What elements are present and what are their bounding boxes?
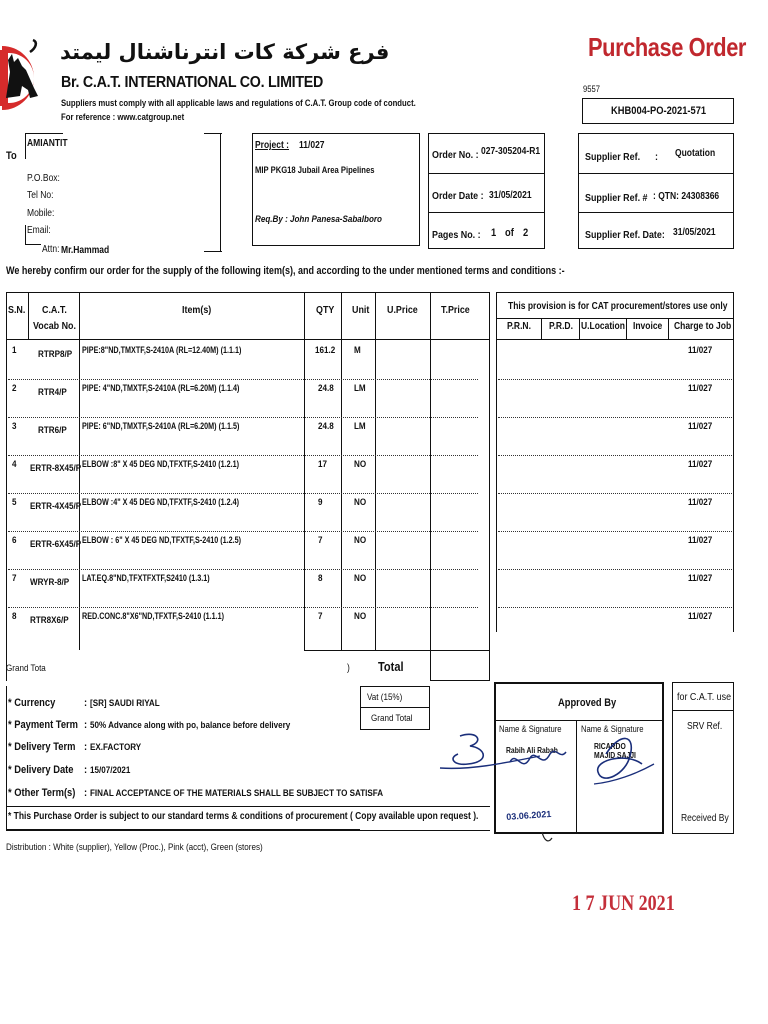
row-job: 11/027 xyxy=(688,573,713,584)
mobile-label: Mobile: xyxy=(27,208,55,219)
header-unit: Unit xyxy=(352,304,370,316)
header-uprice: U.Price xyxy=(387,304,418,316)
row-item: PIPE:8"ND,TMXTF,S-2410A (RL=12.40M) (1.1.1) xyxy=(82,345,242,355)
confirmation-text: We hereby confirm our order for the supply of the following item(s), and according to the under mentioned terms and conditions :- xyxy=(6,265,565,277)
supplier-ref-sep: : xyxy=(655,151,658,163)
reference-note: For reference : www.catgroup.net xyxy=(61,112,185,122)
vat-label: Vat (15%) xyxy=(367,692,403,703)
name-signature-1: Name & Signature xyxy=(499,724,562,734)
term-value: 15/07/2021 xyxy=(90,765,131,776)
supplier-ref-label: Supplier Ref. xyxy=(585,151,641,163)
cat-use-box xyxy=(672,682,734,834)
supplier-ref-box xyxy=(578,133,734,249)
cat-use-title: for C.A.T. use xyxy=(677,691,732,703)
row-qty: 161.2 xyxy=(315,345,336,356)
project-box xyxy=(252,133,420,246)
order-date-label: Order Date : xyxy=(432,190,484,202)
project-description: MIP PKG18 Jubail Area Pipelines xyxy=(255,165,375,175)
row-unit: NO xyxy=(354,497,367,508)
po-number-box xyxy=(582,98,734,124)
provision-location: U.Location xyxy=(581,321,625,332)
row-vocab: RTRP8/P xyxy=(38,349,73,360)
received-by-label: Received By xyxy=(681,813,729,824)
order-date: 31/05/2021 xyxy=(489,190,532,201)
order-no-label: Order No. : xyxy=(432,149,479,161)
row-job: 11/027 xyxy=(688,535,713,546)
attn-label: Attn: xyxy=(42,244,60,255)
requested-by: Req.By : John Panesa-Sabalboro xyxy=(255,214,382,225)
row-job: 11/027 xyxy=(688,383,713,394)
row-item: ELBOW : 6" X 45 DEG ND,TFXTF,S-2410 (1.2.5) xyxy=(82,535,242,545)
row-job: 11/027 xyxy=(688,421,713,432)
term-value: [SR] SAUDI RIYAL xyxy=(90,698,160,709)
supplier-ref-no-label: Supplier Ref. # xyxy=(585,192,648,204)
row-sn: 2 xyxy=(12,383,17,394)
row-item: ELBOW :8" X 45 DEG ND,TFXTF,S-2410 (1.2.1) xyxy=(82,459,240,469)
attn-value: Mr.Hammad xyxy=(61,245,110,256)
term-separator: : xyxy=(84,741,88,753)
grand-total-words: Grand Tota xyxy=(6,663,46,674)
provision-prd: P.R.D. xyxy=(549,321,573,332)
row-vocab: RTR6/P xyxy=(38,425,67,436)
page-number: 1 xyxy=(491,227,497,239)
header-items: Item(s) xyxy=(182,304,212,316)
grand-total-label: Grand Total xyxy=(371,713,413,724)
term-label: * Delivery Date xyxy=(8,764,74,776)
row-qty: 24.8 xyxy=(318,421,334,432)
pages-label: Pages No. : xyxy=(432,229,481,241)
row-sn: 1 xyxy=(12,345,17,356)
row-sn: 5 xyxy=(12,497,17,508)
row-sn: 3 xyxy=(12,421,17,432)
header-qty: QTY xyxy=(316,304,335,316)
order-box xyxy=(428,133,545,249)
company-name: Br. C.A.T. INTERNATIONAL CO. LIMITED xyxy=(61,74,324,91)
supplier-ref-date-label: Supplier Ref. Date: xyxy=(585,229,665,241)
row-qty: 9 xyxy=(318,497,323,508)
term-separator: : xyxy=(84,787,88,799)
provision-invoice: Invoice xyxy=(633,321,663,332)
subject-note: * This Purchase Order is subject to our standard terms & conditions of procurement ( Copy available upon request ). xyxy=(8,811,479,822)
row-vocab: RTR8X6/P xyxy=(30,615,69,626)
row-job: 11/027 xyxy=(688,497,713,508)
row-qty: 7 xyxy=(318,535,323,546)
row-item: ELBOW :4" X 45 DEG ND,TFXTF,S-2410 (1.2.4) xyxy=(82,497,240,507)
project-number: 11/027 xyxy=(299,140,325,151)
term-value: FINAL ACCEPTANCE OF THE MATERIALS SHALL BE SUBJECT TO SATISFA xyxy=(90,788,384,799)
document-title: Purchase Order xyxy=(588,32,746,62)
row-sn: 6 xyxy=(12,535,17,546)
row-unit: NO xyxy=(354,611,367,622)
received-date-stamp: 1 7 JUN 2021 xyxy=(572,890,675,915)
row-unit: LM xyxy=(354,421,366,432)
row-unit: NO xyxy=(354,535,367,546)
row-vocab: ERTR-6X45/P xyxy=(30,539,82,550)
approved-by-title: Approved By xyxy=(558,697,617,709)
term-separator: : xyxy=(84,697,88,709)
company-arabic-name: فرع شركة كات انترناشنال ليمتد xyxy=(60,40,390,64)
row-unit: M xyxy=(354,345,361,356)
term-separator: : xyxy=(84,764,88,776)
pages-total: 2 xyxy=(523,227,529,239)
srv-ref-label: SRV Ref. xyxy=(687,721,723,732)
term-label: * Currency xyxy=(8,697,56,709)
row-item: PIPE: 6"ND,TMXTF,S-2410A (RL=6.20M) (1.1.5) xyxy=(82,421,240,431)
row-qty: 17 xyxy=(318,459,327,470)
row-vocab: RTR4/P xyxy=(38,387,67,398)
row-item: LAT.EQ.8"ND,TFXTFXTF,S2410 (1.3.1) xyxy=(82,573,210,583)
provision-prn: P.R.N. xyxy=(507,321,531,332)
row-sn: 4 xyxy=(12,459,17,470)
term-separator: : xyxy=(84,719,88,731)
row-vocab: ERTR-4X45/P xyxy=(30,501,82,512)
row-qty: 8 xyxy=(318,573,323,584)
supplier-ref-value: Quotation xyxy=(675,148,716,159)
row-vocab: WRYR-8/P xyxy=(30,577,70,588)
row-qty: 24.8 xyxy=(318,383,334,394)
order-no: 027-305204-R1 xyxy=(481,146,541,157)
term-value: EX.FACTORY xyxy=(90,742,142,753)
row-job: 11/027 xyxy=(688,459,713,470)
distribution-note: Distribution : White (supplier), Yellow (Proc.), Pink (acct), Green (stores) xyxy=(6,842,263,853)
row-item: PIPE: 4"ND,TMXTF,S-2410A (RL=6.20M) (1.1.4) xyxy=(82,383,240,393)
po-number: KHB004-PO-2021-571 xyxy=(611,105,707,117)
cat-logo xyxy=(0,32,48,116)
provision-title: This provision is for CAT procurement/stores use only xyxy=(508,301,728,312)
header-vocab-1: C.A.T. xyxy=(42,304,67,316)
header-sn: S.N. xyxy=(8,304,26,316)
term-label: * Delivery Term xyxy=(8,741,76,753)
term-value: 50% Advance along with po, balance before delivery xyxy=(90,720,291,731)
to-box xyxy=(25,133,221,252)
handwritten-signatures xyxy=(430,724,670,844)
row-sn: 7 xyxy=(12,573,17,584)
vat-box xyxy=(360,686,430,730)
project-label: Project : xyxy=(255,140,290,151)
header-tprice: T.Price xyxy=(441,304,470,316)
row-unit: LM xyxy=(354,383,366,394)
row-job: 11/027 xyxy=(688,345,713,356)
term-label: * Other Term(s) xyxy=(8,787,76,799)
row-job: 11/027 xyxy=(688,611,713,622)
tel-label: Tel No: xyxy=(27,190,54,201)
row-unit: NO xyxy=(354,573,367,584)
row-unit: NO xyxy=(354,459,367,470)
term-label: * Payment Term xyxy=(8,719,78,731)
signature-date: 03.06.2021 xyxy=(506,808,552,822)
pages-of: of xyxy=(505,227,514,239)
row-sn: 8 xyxy=(12,611,17,622)
signer-2: RICARDO MAJID SAJJI xyxy=(594,742,636,760)
header-vocab-2: Vocab No. xyxy=(33,320,76,332)
row-qty: 7 xyxy=(318,611,323,622)
to-label: To xyxy=(6,150,17,162)
signer-1: Rabih Ali Rabah xyxy=(506,746,558,755)
row-vocab: ERTR-8X45/P xyxy=(30,463,82,474)
email-label: Email: xyxy=(27,225,51,236)
terms-box xyxy=(6,686,360,830)
name-signature-2: Name & Signature xyxy=(581,724,644,734)
provision-charge: Charge to Job xyxy=(674,321,732,332)
document-code: 9557 xyxy=(583,84,601,94)
supplier-ref-no-value: : QTN: 24308366 xyxy=(653,191,720,202)
compliance-note: Suppliers must comply with all applicable laws and regulations of C.A.T. Group code of conduct. xyxy=(61,98,416,108)
total-label: Total xyxy=(378,659,404,674)
grand-total-paren: ) xyxy=(347,663,350,674)
supplier-name: AMIANTIT xyxy=(27,138,68,149)
po-box-label: P.O.Box: xyxy=(27,173,60,184)
row-item: RED.CONC.8"X6"ND,TFXTF,S-2410 (1.1.1) xyxy=(82,611,225,621)
supplier-ref-date-value: 31/05/2021 xyxy=(673,227,716,238)
